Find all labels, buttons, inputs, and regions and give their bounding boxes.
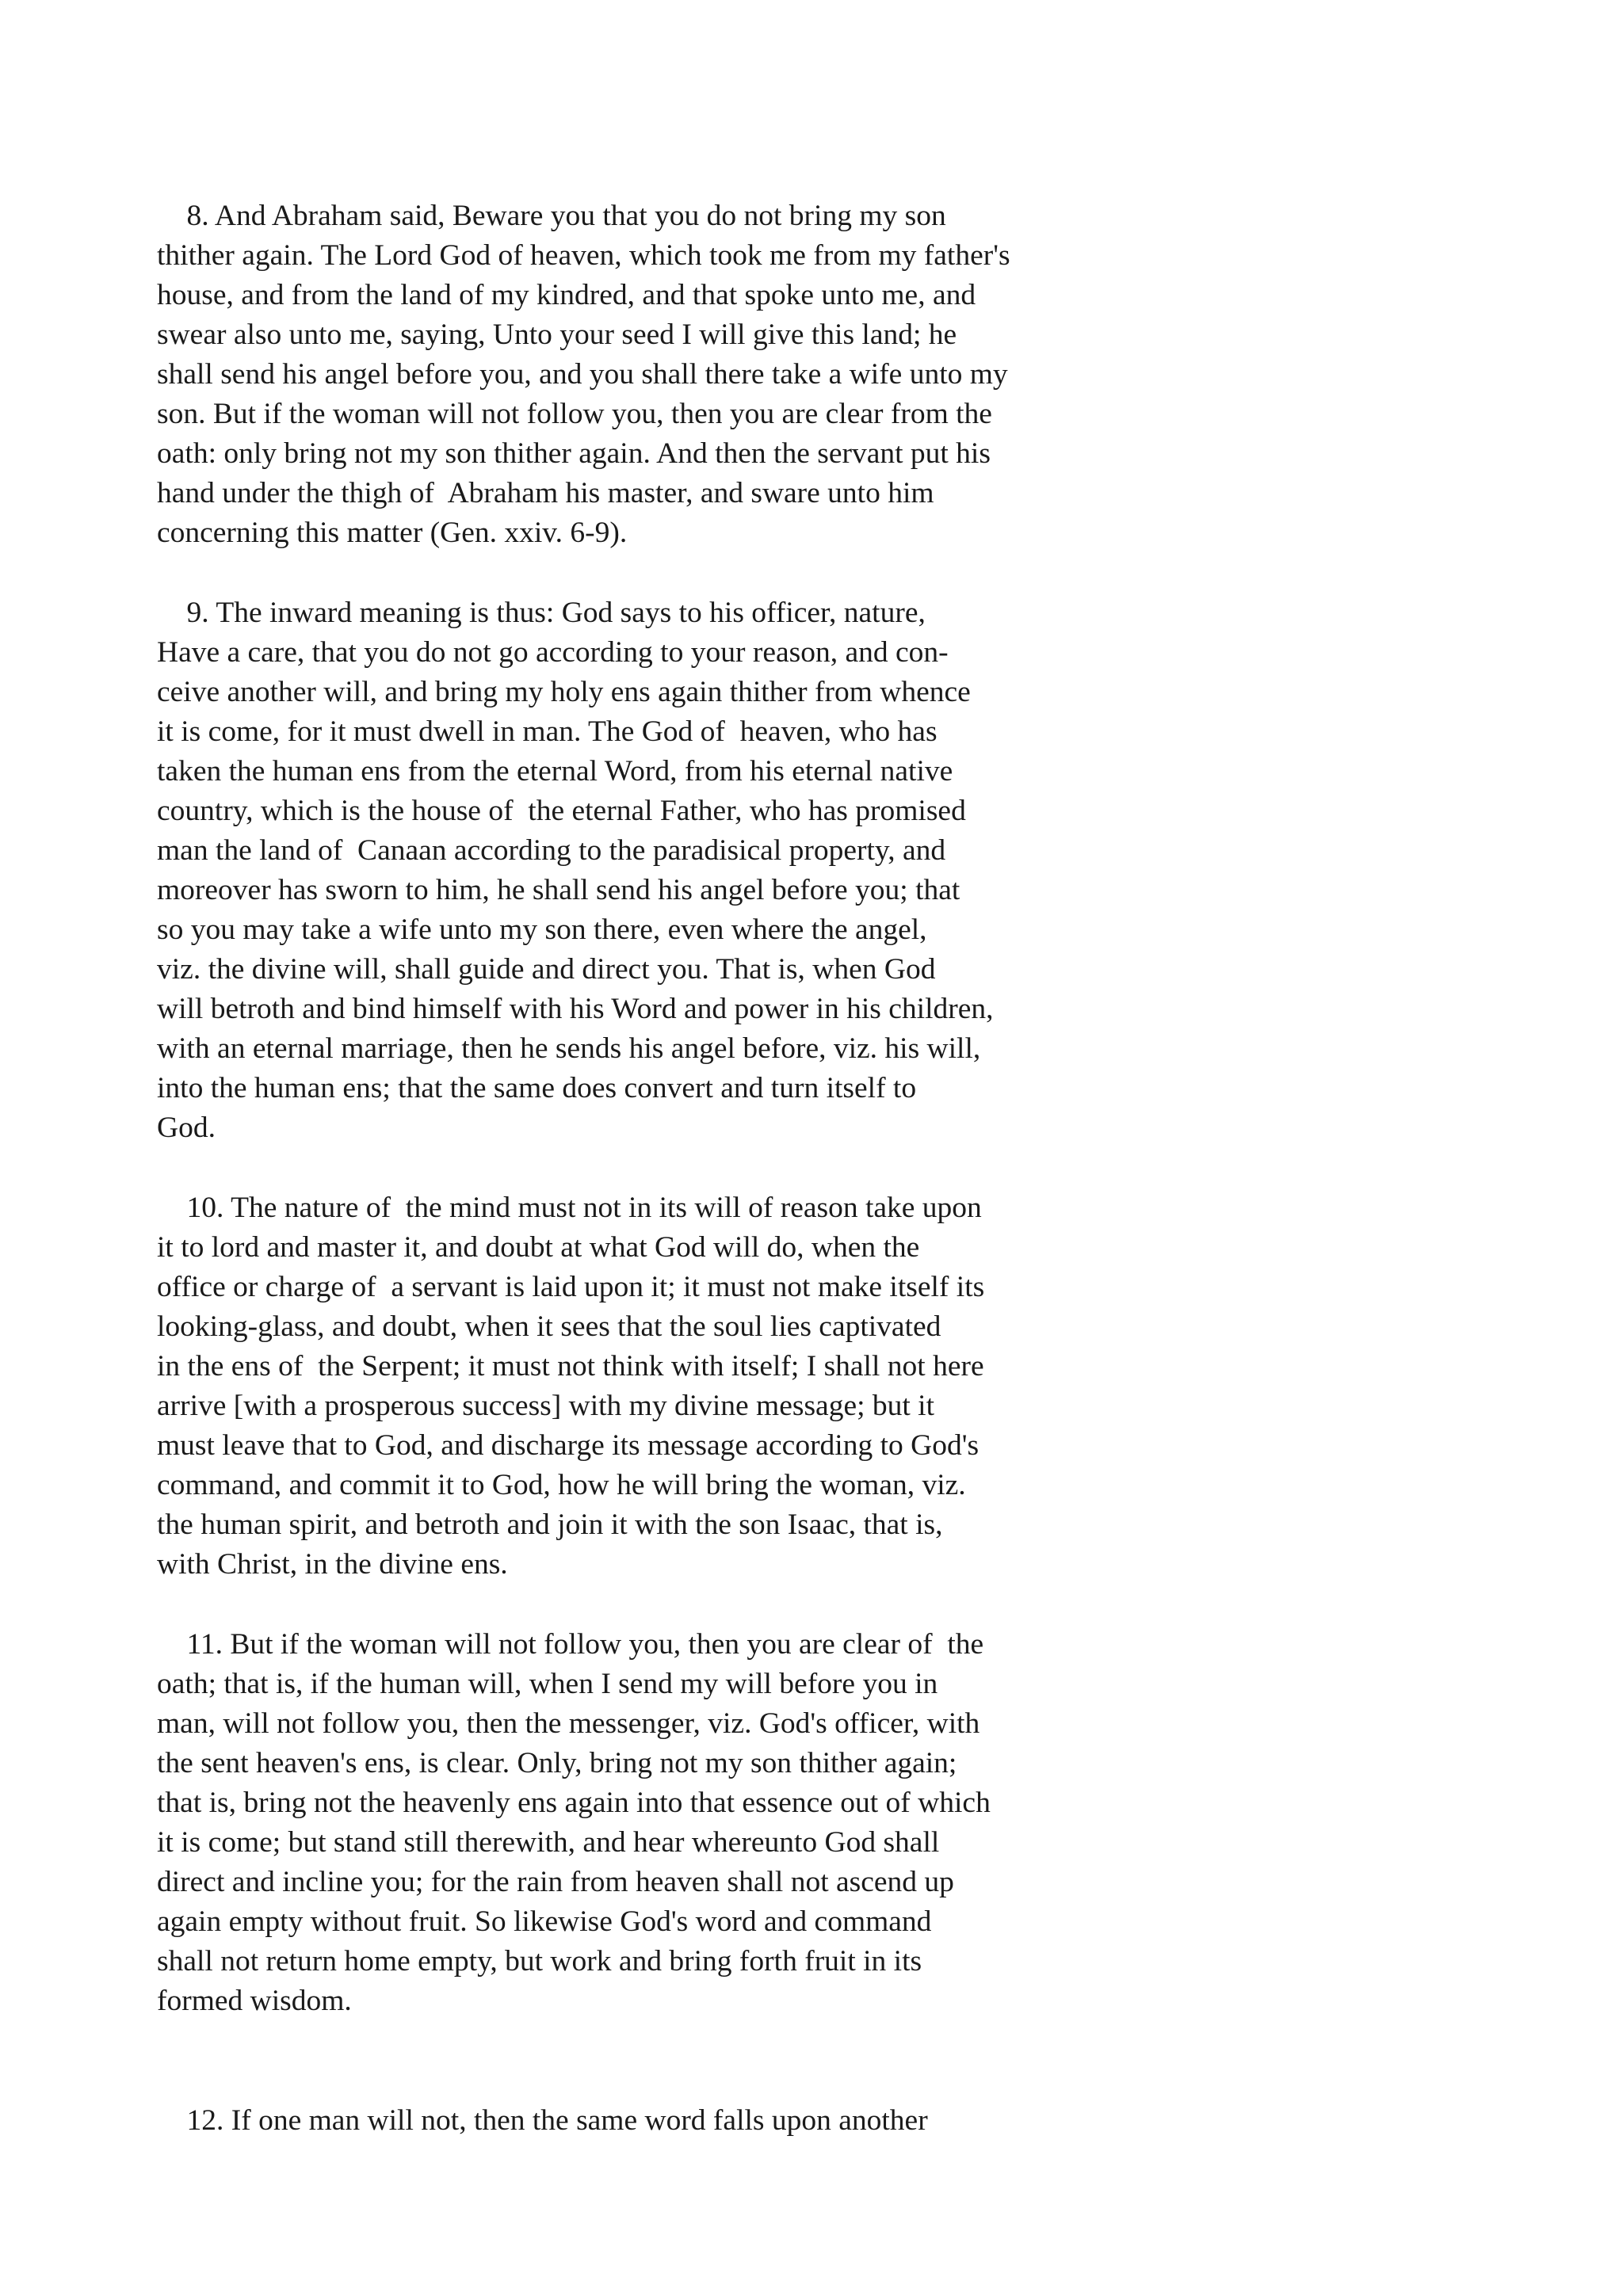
text-line: God. bbox=[157, 1112, 216, 1144]
text-line: looking-glass, and doubt, when it sees that the soul lies captivated bbox=[157, 1310, 941, 1343]
text-line: formed wisdom. bbox=[157, 1985, 352, 2017]
text-line: house, and from the land of my kindred, and that spoke unto me, and bbox=[157, 279, 976, 311]
text-line: viz. the divine will, shall guide and direct you. That is, when God bbox=[157, 953, 936, 986]
text-line: 9. The inward meaning is thus: God says to his officer, nature, bbox=[157, 597, 926, 629]
text-line: office or charge of a servant is laid upon it; it must not make itself its bbox=[157, 1271, 985, 1303]
text-line: in the ens of the Serpent; it must not think with itself; I shall not here bbox=[157, 1350, 984, 1383]
text-line: 8. And Abraham said, Beware you that you do not bring my son bbox=[157, 200, 946, 232]
text-line: oath; that is, if the human will, when I send my will before you in bbox=[157, 1668, 938, 1700]
text-line: oath: only bring not my son thither again. And then the servant put his bbox=[157, 437, 991, 470]
text-line: shall not return home empty, but work and bring forth fruit in its bbox=[157, 1945, 922, 1978]
text-line: man, will not follow you, then the messenger, viz. God's officer, with bbox=[157, 1707, 980, 1740]
text-line: shall send his angel before you, and you shall there take a wife unto my bbox=[157, 358, 1008, 391]
text-line: again empty without fruit. So likewise God's word and command bbox=[157, 1905, 932, 1938]
text-line: direct and incline you; for the rain from heaven shall not ascend up bbox=[157, 1866, 954, 1898]
text-line: 10. The nature of the mind must not in its will of reason take upon bbox=[157, 1192, 982, 1224]
text-line: 12. If one man will not, then the same word falls upon another bbox=[157, 2104, 928, 2137]
text-line: taken the human ens from the eternal Word, from his eternal native bbox=[157, 755, 953, 788]
text-line: will betroth and bind himself with his Word and power in his children, bbox=[157, 993, 994, 1025]
text-line: it to lord and master it, and doubt at what God will do, when the bbox=[157, 1231, 920, 1264]
text-line: thither again. The Lord God of heaven, which took me from my father's bbox=[157, 239, 1010, 272]
text-line: with Christ, in the divine ens. bbox=[157, 1548, 508, 1581]
text-line: son. But if the woman will not follow you, then you are clear from the bbox=[157, 398, 992, 430]
text-line: into the human ens; that the same does convert and turn itself to bbox=[157, 1072, 917, 1104]
text-line: so you may take a wife unto my son there, even where the angel, bbox=[157, 913, 927, 946]
text-line: moreover has sworn to him, he shall send his angel before you; that bbox=[157, 874, 960, 906]
text-line: must leave that to God, and discharge its message according to God's bbox=[157, 1429, 980, 1462]
text-line: it is come, for it must dwell in man. The God of heaven, who has bbox=[157, 715, 938, 748]
text-line: man the land of Canaan according to the paradisical property, and bbox=[157, 834, 946, 867]
text-line: the sent heaven's ens, is clear. Only, bring not my son thither again; bbox=[157, 1747, 957, 1779]
text-line: command, and commit it to God, how he will bring the woman, viz. bbox=[157, 1469, 966, 1501]
text-line: concerning this matter (Gen. xxiv. 6-9). bbox=[157, 517, 628, 549]
text-line: that is, bring not the heavenly ens again into that essence out of which bbox=[157, 1787, 991, 1819]
text-line: arrive [with a prosperous success] with my divine message; but it bbox=[157, 1390, 935, 1422]
text-line: it is come; but stand still therewith, and hear whereunto God shall bbox=[157, 1826, 940, 1859]
text-line: Have a care, that you do not go according to your reason, and con- bbox=[157, 636, 949, 669]
text-line: ceive another will, and bring my holy ens again thither from whence bbox=[157, 676, 971, 708]
text-line: country, which is the house of the eternal Father, who has promised bbox=[157, 795, 966, 827]
text-line: with an eternal marriage, then he sends his angel before, viz. his will, bbox=[157, 1032, 981, 1065]
text-line: swear also unto me, saying, Unto your seed I will give this land; he bbox=[157, 318, 957, 351]
text-line: the human spirit, and betroth and join it with the son Isaac, that is, bbox=[157, 1508, 943, 1541]
text-line: hand under the thigh of Abraham his master, and sware unto him bbox=[157, 477, 934, 509]
text-line: 11. But if the woman will not follow you, then you are clear of the bbox=[157, 1628, 984, 1661]
